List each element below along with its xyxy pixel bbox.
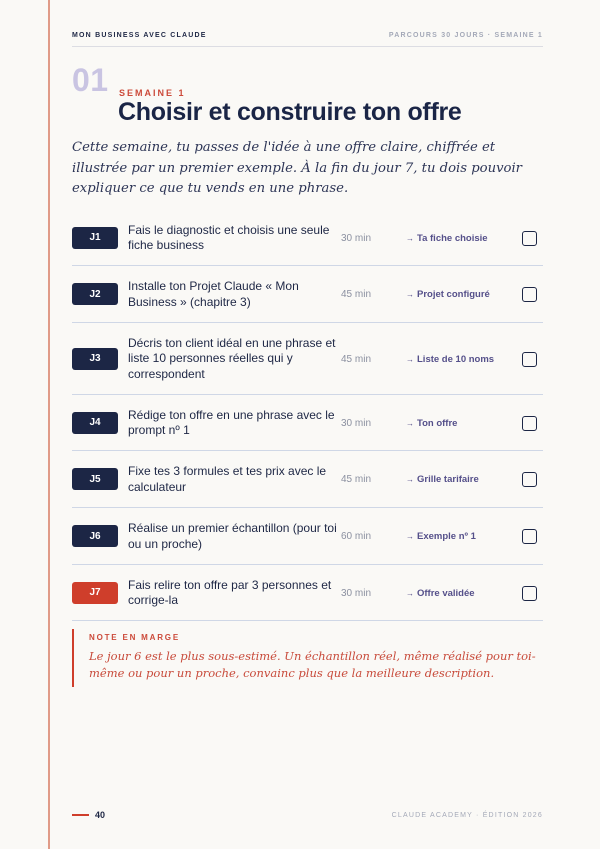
day-duration: 30 min xyxy=(341,587,372,599)
day-task: Fais relire ton offre par 3 personnes et corrige-la xyxy=(128,577,332,607)
day-output xyxy=(406,588,475,599)
day-output xyxy=(406,474,479,485)
day-checkbox[interactable] xyxy=(522,352,537,367)
day-output-label: Exemple nº 1 xyxy=(417,531,476,542)
day-row xyxy=(72,266,543,323)
day-output-label: Projet configuré xyxy=(417,289,490,300)
day-output xyxy=(406,233,488,244)
day-badge: J4 xyxy=(72,412,118,434)
day-row xyxy=(72,508,543,565)
day-duration: 30 min xyxy=(341,232,372,244)
day-row xyxy=(72,210,543,266)
day-row xyxy=(72,451,543,508)
day-output-label: Grille tarifaire xyxy=(417,474,479,485)
page-number: 40 xyxy=(95,810,106,820)
day-task: Installe ton Projet Claude « Mon Business » (chapitre 3) xyxy=(128,279,299,309)
day-duration: 45 min xyxy=(341,474,372,485)
footer-brand: CLAUDE ACADEMY · ÉDITION 2026 xyxy=(391,811,543,819)
section-number: 01 xyxy=(72,62,109,98)
day-output xyxy=(406,289,490,300)
day-task: Réalise un premier échantillon (pour toi ou un proche) xyxy=(128,521,337,551)
day-output-label: Ton offre xyxy=(417,417,458,429)
header-section: PARCOURS 30 JOURS · SEMAINE 1 xyxy=(388,32,543,39)
day-badge: J3 xyxy=(72,348,118,370)
day-checkbox[interactable] xyxy=(522,231,537,246)
day-badge: J7 xyxy=(72,582,118,604)
day-badge: J1 xyxy=(72,227,118,249)
day-checkbox[interactable] xyxy=(522,472,537,487)
day-duration: 45 min xyxy=(341,289,372,300)
day-badge: J5 xyxy=(72,468,118,490)
section-eyebrow: SEMAINE 1 xyxy=(119,88,186,98)
intro-paragraph: Cette semaine, tu passes de l'idée à une offre claire, chiffrée et illustrée par un premier exemple. À la fin du jour 7, tu dois pouvoir expliquer ce que tu vends en une phrase. xyxy=(72,140,522,196)
day-row xyxy=(72,323,543,395)
day-row xyxy=(72,395,543,451)
day-output-label: Offre validée xyxy=(417,587,475,599)
day-output xyxy=(406,354,494,365)
day-badge: J6 xyxy=(72,525,118,547)
arrow-icon: → xyxy=(406,290,414,299)
day-checkbox[interactable] xyxy=(522,287,537,302)
day-task: Rédige ton offre en une phrase avec le prompt nº 1 xyxy=(128,407,335,437)
header-divider xyxy=(72,46,543,47)
day-task: Fixe tes 3 formules et tes prix avec le calculateur xyxy=(128,464,327,494)
day-output xyxy=(406,418,457,429)
day-duration: 45 min xyxy=(341,353,372,365)
footer-dash xyxy=(72,814,89,816)
arrow-icon: → xyxy=(406,475,414,484)
margin-note xyxy=(72,629,544,687)
day-output-label: Liste de 10 noms xyxy=(417,353,495,365)
day-badge: J2 xyxy=(72,283,118,305)
page-footer xyxy=(72,810,543,820)
arrow-icon: → xyxy=(406,354,414,364)
arrow-icon: → xyxy=(406,233,414,243)
day-duration: 60 min xyxy=(341,531,372,542)
day-duration: 30 min xyxy=(341,417,372,429)
margin-note-text: Le jour 6 est le plus sous-estimé. Un échantillon réel, même réalisé pour toi-même ou pour un proche, convainc plus que la meilleure description. xyxy=(89,649,536,680)
day-output-label: Ta fiche choisie xyxy=(417,232,488,244)
page-number-block xyxy=(72,810,105,820)
day-task: Décris ton client idéal en une phrase et liste 10 personnes réelles qui y correspondent xyxy=(128,335,336,381)
arrow-icon: → xyxy=(406,532,414,541)
margin-note-label: NOTE EN MARGE xyxy=(89,633,180,642)
page-title: Choisir et construire ton offre xyxy=(118,98,462,126)
day-checkbox[interactable] xyxy=(522,529,537,544)
day-row xyxy=(72,565,543,621)
day-checkbox[interactable] xyxy=(522,586,537,601)
margin-rule xyxy=(48,0,50,849)
day-schedule xyxy=(72,210,543,621)
arrow-icon: → xyxy=(406,588,414,598)
day-checkbox[interactable] xyxy=(522,416,537,431)
day-output xyxy=(406,531,476,542)
running-header xyxy=(72,32,543,39)
header-book-title: MON BUSINESS AVEC CLAUDE xyxy=(72,32,207,39)
arrow-icon: → xyxy=(406,418,414,428)
day-task: Fais le diagnostic et choisis une seule fiche business xyxy=(128,222,330,252)
